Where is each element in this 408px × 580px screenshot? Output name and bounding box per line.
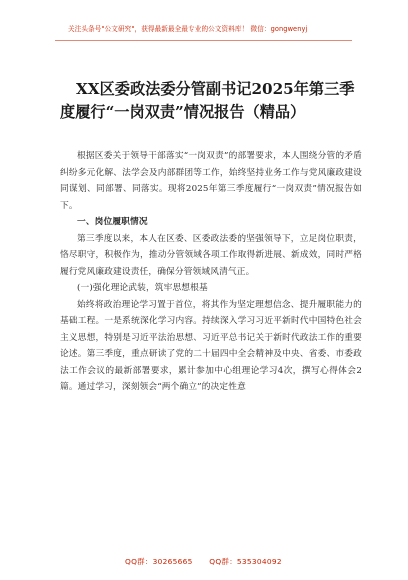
footer-qq-group-2: QQ群：535304092 [209,557,282,566]
document-title-line-2: 度履行“一岗双责”情况报告（精品） [60,103,306,121]
document-title [60,78,360,124]
document-body [60,148,362,396]
paragraph-subsection-1: 始终将政治理论学习置于首位，将其作为坚定理想信念、提升履职能力的基础工程。一是系统深化学习内容。持续深入学习习近平新时代中国特色社会主义思想，特别是习近平法治思想、习近平总书记关于新时代政法工作的重要论述。第三季度，重点研读了党的二十届四中全会精神及中央、省委、市委政法工作会议的最新部署要求，累计参加中心组理论学习4次，撰写心得体会2篇。通过学习，深刻领会“两个确立”的决定性意 [60,299,362,392]
header-divider [55,40,352,41]
paragraph-intro: 根据区委关于领导干部落实“一岗双责”的部署要求，本人围绕分管的矛盾纠纷多元化解、法学会及内部群团等工作，始终坚持业务工作与党风廉政建设同谋划、同部署、同落实。现将2025年第三季度履行“一岗双责”情况报告如下。 [60,151,362,211]
document-title-line-1: XX区委政法委分管副书记2025年第三季 [76,80,355,98]
footer-qq-group-1: QQ群：30265665 [125,557,193,566]
subsection-heading-1: (一)强化理论武装，筑牢思想根基 [77,283,208,293]
footer-contact [125,556,325,567]
section-heading-1: 一、岗位履职情况 [77,217,148,227]
header-banner: 关注头条号"公文研究"，获得最新最全最专业的公文资料库！ 微信：gongwenyj [68,25,308,33]
paragraph-section-1: 第三季度以来，本人在区委、区委政法委的坚强领导下，立足岗位职责，恪尽职守，积极作为，推动分管领域各项工作取得新进展、新成效，同时严格履行党风廉政建设责任，确保分管领域风清气正。 [60,233,362,277]
